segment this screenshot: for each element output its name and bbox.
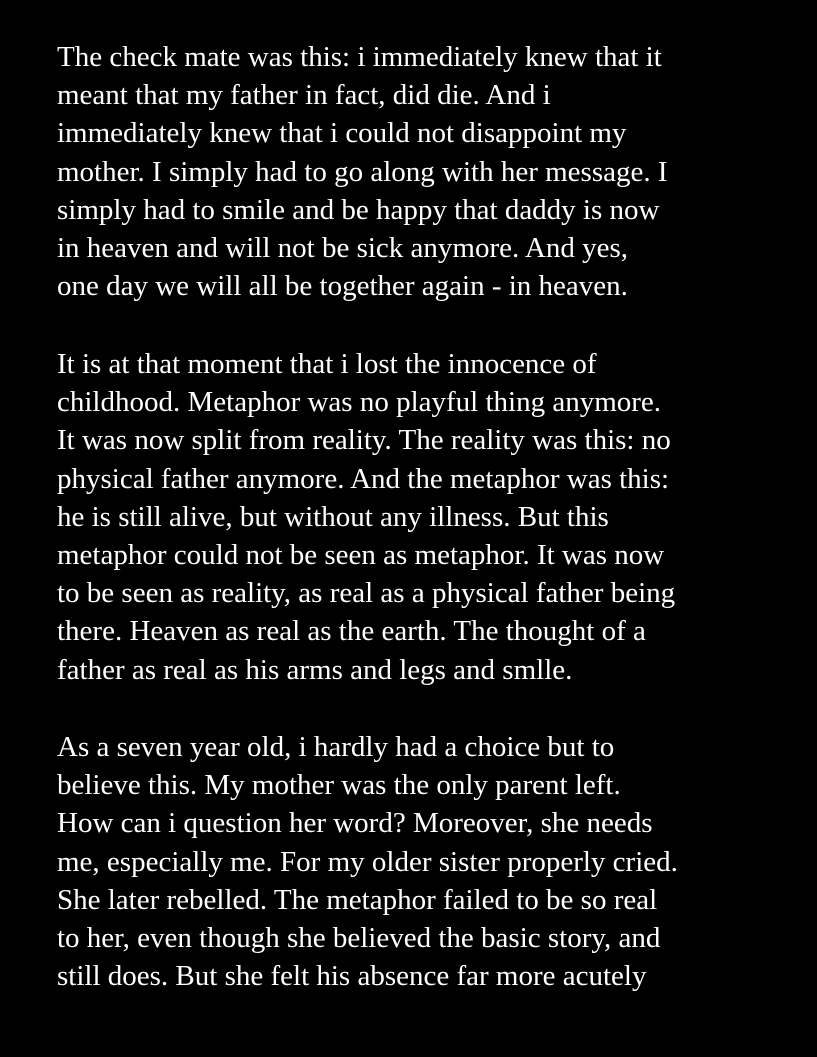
- text-line: meant that my father in fact, did die. And i: [57, 79, 551, 112]
- text-line: As a seven year old, i hardly had a choice but to: [57, 731, 615, 763]
- text-line: metaphor could not be seen as metaphor. It was now: [57, 538, 665, 571]
- text-line: still does. But she felt his absence far more acutely: [57, 960, 647, 993]
- text-line: childhood. Metaphor was no playful thing anymore.: [57, 386, 662, 419]
- text-line: immediately knew that i could not disappoint my: [57, 117, 627, 150]
- text-line: simply had to smile and be happy that daddy is now: [57, 193, 660, 226]
- text-line: to her, even though she believed the basic story, and: [57, 921, 661, 954]
- text-line: there. Heaven as real as the earth. The thought of a: [57, 615, 646, 648]
- paragraph-1: [57, 38, 797, 305]
- text-line: She later rebelled. The metaphor failed to be so real: [57, 883, 658, 916]
- text-line: How can i question her word? Moreover, she needs: [57, 807, 653, 840]
- text-line: The check mate was this: i immediately knew that it: [57, 41, 662, 73]
- paragraph-3: [57, 728, 797, 995]
- text-line: father as real as his arms and legs and smlle.: [57, 653, 573, 686]
- text-line: It was now split from reality. The reality was this: no: [57, 424, 671, 457]
- text-line: It is at that moment that i lost the innocence of: [57, 348, 597, 380]
- text-line: to be seen as reality, as real as a physical father being: [57, 577, 676, 610]
- text-line: in heaven and will not be sick anymore. And yes,: [57, 231, 629, 264]
- text-line: me, especially me. For my older sister properly cried.: [57, 845, 678, 878]
- paragraph-2: [57, 345, 797, 689]
- text-line: believe this. My mother was the only parent left.: [57, 769, 621, 802]
- text-line: one day we will all be together again - in heaven.: [57, 270, 628, 303]
- text-line: physical father anymore. And the metaphor was this:: [57, 462, 670, 495]
- text-line: he is still alive, but without any illness. But this: [57, 500, 609, 533]
- text-line: mother. I simply had to go along with her message. I: [57, 155, 668, 188]
